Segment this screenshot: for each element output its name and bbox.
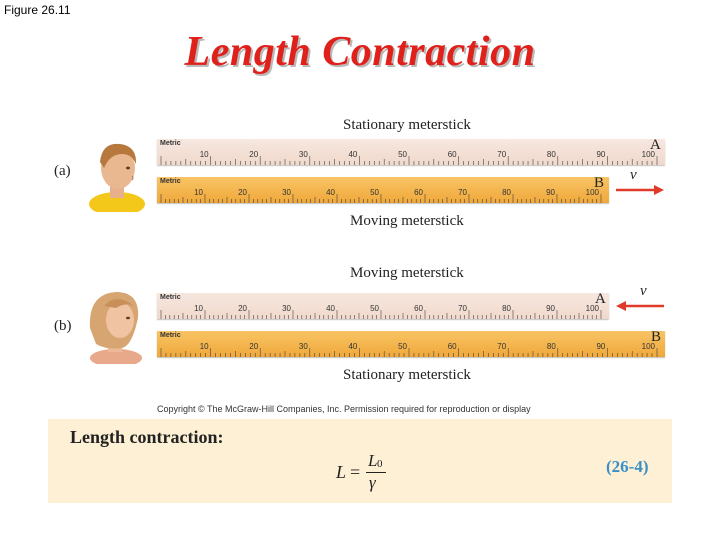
ruler-tick-label: 10: [194, 188, 203, 197]
ruler-tick-label: 30: [298, 342, 308, 351]
ruler-tick-label: 50: [398, 342, 407, 351]
moving-meterstick-a: [157, 177, 609, 203]
ruler-tick-label: 40: [326, 304, 335, 313]
ruler-tick-label: 10: [199, 150, 209, 159]
ruler-tick-label: 100: [641, 150, 655, 159]
ruler-tick-label: 20: [238, 188, 247, 197]
stationary-meterstick-a: [157, 139, 665, 165]
ruler-tick-label: 100: [585, 304, 599, 313]
ruler-scale: [157, 177, 609, 203]
equation-numerator-subscript: 0: [377, 458, 383, 470]
ruler-tick-label: 30: [282, 304, 291, 313]
ruler-tick-label: 80: [546, 342, 556, 351]
ruler-tick-label: 50: [398, 150, 407, 159]
caption-b-top: Moving meterstick: [350, 265, 464, 281]
velocity-symbol: v: [640, 283, 647, 299]
part-a-label: (a): [54, 163, 71, 179]
ruler-tick-label: 20: [238, 304, 247, 313]
ruler-tick-label: 70: [497, 342, 507, 351]
velocity-symbol: v: [630, 167, 637, 183]
ruler-tick-label: 80: [502, 304, 511, 313]
woman-observer-image: [82, 288, 152, 364]
ruler-tick-label: 60: [447, 342, 457, 351]
formula-heading: Length contraction:: [70, 427, 224, 447]
ruler-tick-label: 40: [348, 342, 358, 351]
moving-meterstick-b: [157, 293, 609, 319]
caption-b-bottom: Stationary meterstick: [343, 367, 471, 383]
velocity-arrow-left: [614, 283, 668, 314]
caption-a-bottom: Moving meterstick: [350, 213, 464, 229]
ruler-tick-label: 90: [596, 342, 606, 351]
caption-a-top: Stationary meterstick: [343, 117, 471, 133]
ruler-scale: [157, 331, 665, 357]
stationary-meterstick-b: [157, 331, 665, 357]
ruler-tick-label: 50: [370, 304, 379, 313]
man-observer-image: [82, 132, 152, 212]
ruler-tick-label: 100: [585, 188, 599, 197]
ruler-tick-label: 20: [249, 150, 259, 159]
ruler-tick-label: 70: [497, 150, 507, 159]
ruler-tick-label: 40: [326, 188, 335, 197]
ruler-tick-label: 70: [458, 304, 467, 313]
ruler-tick-label: 100: [641, 342, 655, 351]
metric-label: Metric: [160, 178, 181, 185]
metric-label: Metric: [160, 332, 181, 339]
ruler-tick-label: 90: [546, 304, 555, 313]
ruler-tick-label: 90: [596, 150, 606, 159]
ruler-scale: [157, 293, 609, 319]
ruler-tick-label: 20: [249, 342, 259, 351]
ruler-tick-label: 90: [546, 188, 555, 197]
ruler-tick-label: 30: [298, 150, 308, 159]
ruler-tick-label: 80: [546, 150, 556, 159]
ruler-tick-label: 30: [282, 188, 291, 197]
end-marker-b: B: [651, 329, 662, 345]
ruler-tick-label: 60: [414, 188, 423, 197]
ruler-tick-label: 80: [502, 188, 511, 197]
equation-lhs: L: [336, 462, 347, 482]
slide-title: Length Contraction: [184, 29, 536, 75]
ruler-tick-label: 60: [447, 150, 457, 159]
metric-label: Metric: [160, 140, 181, 147]
formula-panel: [48, 419, 672, 503]
ruler-tick-label: 50: [370, 188, 379, 197]
ruler-scale: [157, 139, 665, 165]
end-marker-a: A: [650, 137, 661, 153]
length-contraction-equation: [336, 451, 416, 495]
equation-numerator: L: [368, 451, 378, 470]
velocity-arrow-right: [614, 167, 668, 198]
end-marker-b: B: [594, 175, 605, 191]
equation-equals: =: [350, 462, 361, 482]
copyright-notice: Copyright © The McGraw-Hill Companies, Inc. Permission required for reproduction or display: [157, 404, 531, 414]
ruler-tick-label: 10: [194, 304, 203, 313]
figure-label: Figure 26.11: [4, 3, 71, 17]
part-b-label: (b): [54, 318, 72, 334]
equation-number: (26-4): [606, 457, 649, 476]
ruler-tick-label: 10: [199, 342, 209, 351]
end-marker-a: A: [595, 291, 606, 307]
metric-label: Metric: [160, 294, 181, 301]
ruler-tick-label: 70: [458, 188, 467, 197]
ruler-tick-label: 40: [348, 150, 358, 159]
equation-denominator: γ: [369, 473, 376, 492]
ruler-tick-label: 60: [414, 304, 423, 313]
